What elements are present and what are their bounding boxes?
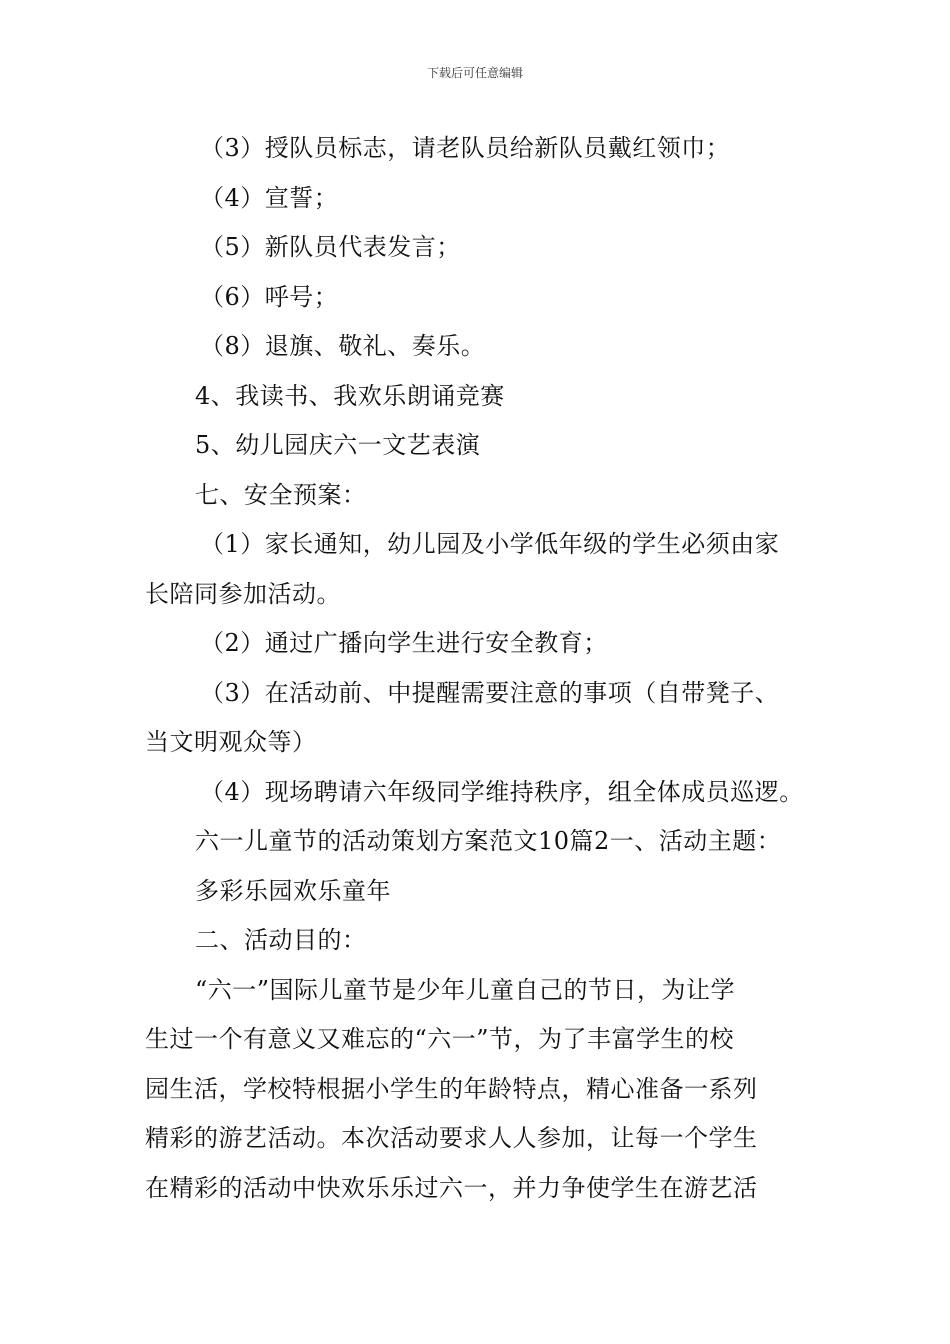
text-line: （6）呼号； [200,282,339,311]
text-line: （3）授队员标志，请老队员给新队员戴红领巾； [200,134,731,162]
text-line: 4、我读书、我欢乐朗诵竞赛 [195,381,505,410]
text-line: 生过一个有意义又难忘的“六一”节，为了丰富学生的校 [145,1025,735,1053]
text-line: （1）家长通知，幼儿园及小学低年级的学生必须由家 [200,530,780,558]
article-title-line: 六一儿童节的活动策划方案范文10篇2一、活动主题： [195,827,782,855]
page-header-note: 下载后可任意编辑 [426,66,523,80]
text-line: （3）在活动前、中提醒需要注意的事项（自带凳子、 [200,678,780,707]
section-heading: 二、活动目的： [195,926,367,954]
text-line: 园生活，学校特根据小学生的年龄特点，精心准备一系列 [145,1074,758,1103]
text-line: （2）通过广播向学生进行安全教育； [200,629,608,657]
section-heading: 七、安全预案： [195,480,367,509]
text-line: 长陪同参加活动。 [145,579,341,608]
document-body [145,130,815,1219]
text-line: 精彩的游艺活动。本次活动要求人人参加，让每一个学生 [145,1124,758,1152]
text-line: （4）现场聘请六年级同学维持秩序，组全体成员巡逻。 [200,777,804,806]
text-line: “六一”国际儿童节是少年儿童自己的节日，为让学 [195,975,736,1004]
activity-theme: 多彩乐园欢乐童年 [195,876,391,905]
text-line: 当文明观众等） [145,728,317,756]
text-line: （5）新队员代表发言； [200,233,461,261]
text-line: 5、幼儿园庆六一文艺表演 [195,431,481,459]
text-line: （4）宣誓； [200,183,339,212]
text-line: 在精彩的活动中快欢乐乐过六一，并力争使学生在游艺活 [145,1173,758,1202]
text-line: （8）退旗、敬礼、奏乐。 [200,332,486,360]
